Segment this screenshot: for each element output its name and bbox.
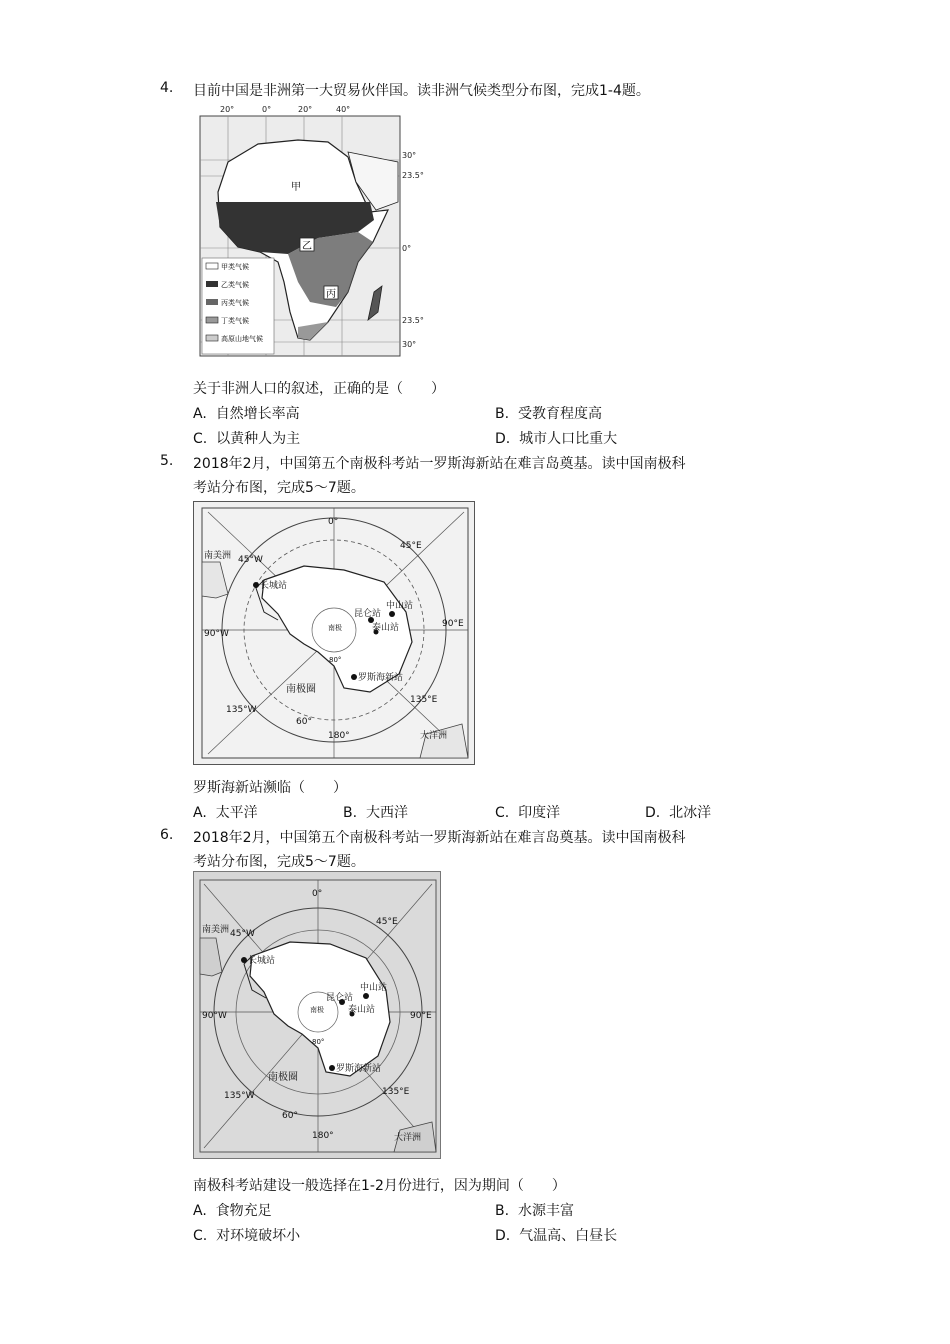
label-135e: 135°E [410,695,438,705]
region-label-jia: 甲 [291,182,301,193]
label-180: 180° [328,731,350,741]
option-a[interactable] [193,403,300,423]
option-letter: D. [645,805,661,821]
question-number: 4. [160,80,174,96]
option-letter: A. [193,805,207,821]
label-60: 60° [296,717,312,727]
lon-label-40e: 40° [336,105,351,114]
question-number: 5. [160,453,174,469]
label-antarctic-circle: 南极圈 [268,1072,298,1083]
label-changcheng-station: 长城站 [248,956,276,966]
option-text: 食物充足 [215,1203,272,1219]
label-south-pole: 南极 [310,1006,324,1014]
option-text: 对环境破坏小 [216,1228,301,1244]
legend-item-1: 甲类气候 [221,263,249,271]
legend-item-2: 乙类气候 [221,281,249,289]
label-45w: 45°W [238,555,263,565]
option-a[interactable] [193,1200,272,1220]
label-luosihai-station: 罗斯海新站 [358,673,404,683]
option-text: 北冰洋 [669,805,712,821]
antarctica-stations-map [193,871,441,1159]
legend-item-5: 高原山地气候 [221,335,263,343]
option-letter: D. [495,431,511,447]
label-90w: 90°W [204,629,229,639]
question-intro-line1: 2018年2月，中国第五个南极科考站一罗斯海新站在难言岛奠基。读中国南极科 [193,830,686,846]
label-kunlun-station: 昆仑站 [326,993,354,1003]
label-90e: 90°E [410,1011,432,1021]
lat-label-0: 0° [402,244,412,253]
option-letter: B. [495,1203,510,1219]
label-south-america: 南美洲 [202,925,230,935]
label-south-america: 南美洲 [204,551,232,561]
option-letter: C. [193,431,208,447]
option-letter: A. [193,406,207,422]
lat-label-30n: 30° [402,151,417,160]
option-d[interactable] [495,1225,617,1245]
option-text: 气温高、白昼长 [519,1228,618,1244]
question-intro-line2: 考站分布图，完成5～7题。 [193,480,365,496]
option-a[interactable] [193,802,258,822]
option-b[interactable] [343,802,408,822]
label-0-deg: 0° [312,889,323,899]
option-letter: D. [495,1228,511,1244]
label-80: 80° [312,1038,325,1046]
label-changcheng-station: 长城站 [260,581,288,591]
label-taishan-station: 泰山站 [372,623,400,633]
label-oceania: 大洋洲 [394,1133,422,1143]
legend-item-3: 丙类气候 [221,299,249,307]
label-zhongshan-station: 中山站 [360,983,388,993]
label-135e: 135°E [382,1087,410,1097]
lat-label-235n: 23.5° [402,171,424,180]
question-intro-line2: 考站分布图，完成5～7题。 [193,854,365,870]
option-letter: C. [193,1228,208,1244]
label-taishan-station: 泰山站 [348,1005,376,1015]
label-kunlun-station: 昆仑站 [354,609,382,619]
lat-label-235s: 23.5° [402,316,424,325]
option-letter: B. [343,805,358,821]
label-zhongshan-station: 中山站 [386,601,414,611]
question-stem: 罗斯海新站濒临（ ） [193,780,347,796]
option-text: 水源丰富 [517,1203,574,1219]
region-label-bing: 丙 [326,289,336,300]
question-intro-line1: 2018年2月，中国第五个南极科考站一罗斯海新站在难言岛奠基。读中国南极科 [193,456,686,472]
option-text: 太平洋 [215,805,258,821]
legend-item-4: 丁类气候 [221,317,249,325]
antarctica-stations-map [193,501,475,765]
option-b[interactable] [495,1200,574,1220]
option-c[interactable] [193,1225,300,1245]
question-number: 6. [160,827,174,843]
option-text: 以黄种人为主 [216,431,301,447]
option-text: 城市人口比重大 [519,431,618,447]
option-d[interactable] [645,802,711,822]
label-south-pole: 南极 [328,624,342,632]
option-b[interactable] [495,403,602,423]
option-c[interactable] [193,428,300,448]
lon-label-0: 0° [262,105,272,114]
label-135w: 135°W [226,705,257,715]
lon-label-20e: 20° [298,105,313,114]
label-60: 60° [282,1111,298,1121]
label-45w: 45°W [230,929,255,939]
option-letter: B. [495,406,510,422]
option-letter: C. [495,805,510,821]
label-90e: 90°E [442,619,464,629]
label-180: 180° [312,1131,334,1141]
label-antarctic-circle: 南极圈 [286,684,316,695]
label-90w: 90°W [202,1011,227,1021]
option-letter: A. [193,1203,207,1219]
label-135w: 135°W [224,1091,255,1101]
label-45e: 45°E [376,917,398,927]
label-luosihai-station: 罗斯海新站 [336,1064,382,1074]
question-intro: 目前中国是非洲第一大贸易伙伴国。读非洲气候类型分布图，完成1-4题。 [193,83,650,99]
option-text: 自然增长率高 [215,406,300,422]
option-text: 印度洋 [518,805,561,821]
label-0-deg: 0° [328,517,339,527]
lat-label-30s: 30° [402,340,417,349]
label-oceania: 大洋洲 [420,731,448,741]
option-d[interactable] [495,428,617,448]
option-text: 受教育程度高 [517,406,602,422]
option-c[interactable] [495,802,560,822]
question-stem: 关于非洲人口的叙述，正确的是（ ） [193,381,445,397]
region-label-yi: 乙 [302,241,312,252]
label-80: 80° [329,656,342,664]
africa-climate-map [198,102,428,358]
option-text: 大西洋 [365,805,408,821]
lon-label-20w: 20° [220,105,235,114]
question-stem: 南极科考站建设一般选择在1-2月份进行，因为期间（ ） [193,1178,566,1194]
label-45e: 45°E [400,541,422,551]
